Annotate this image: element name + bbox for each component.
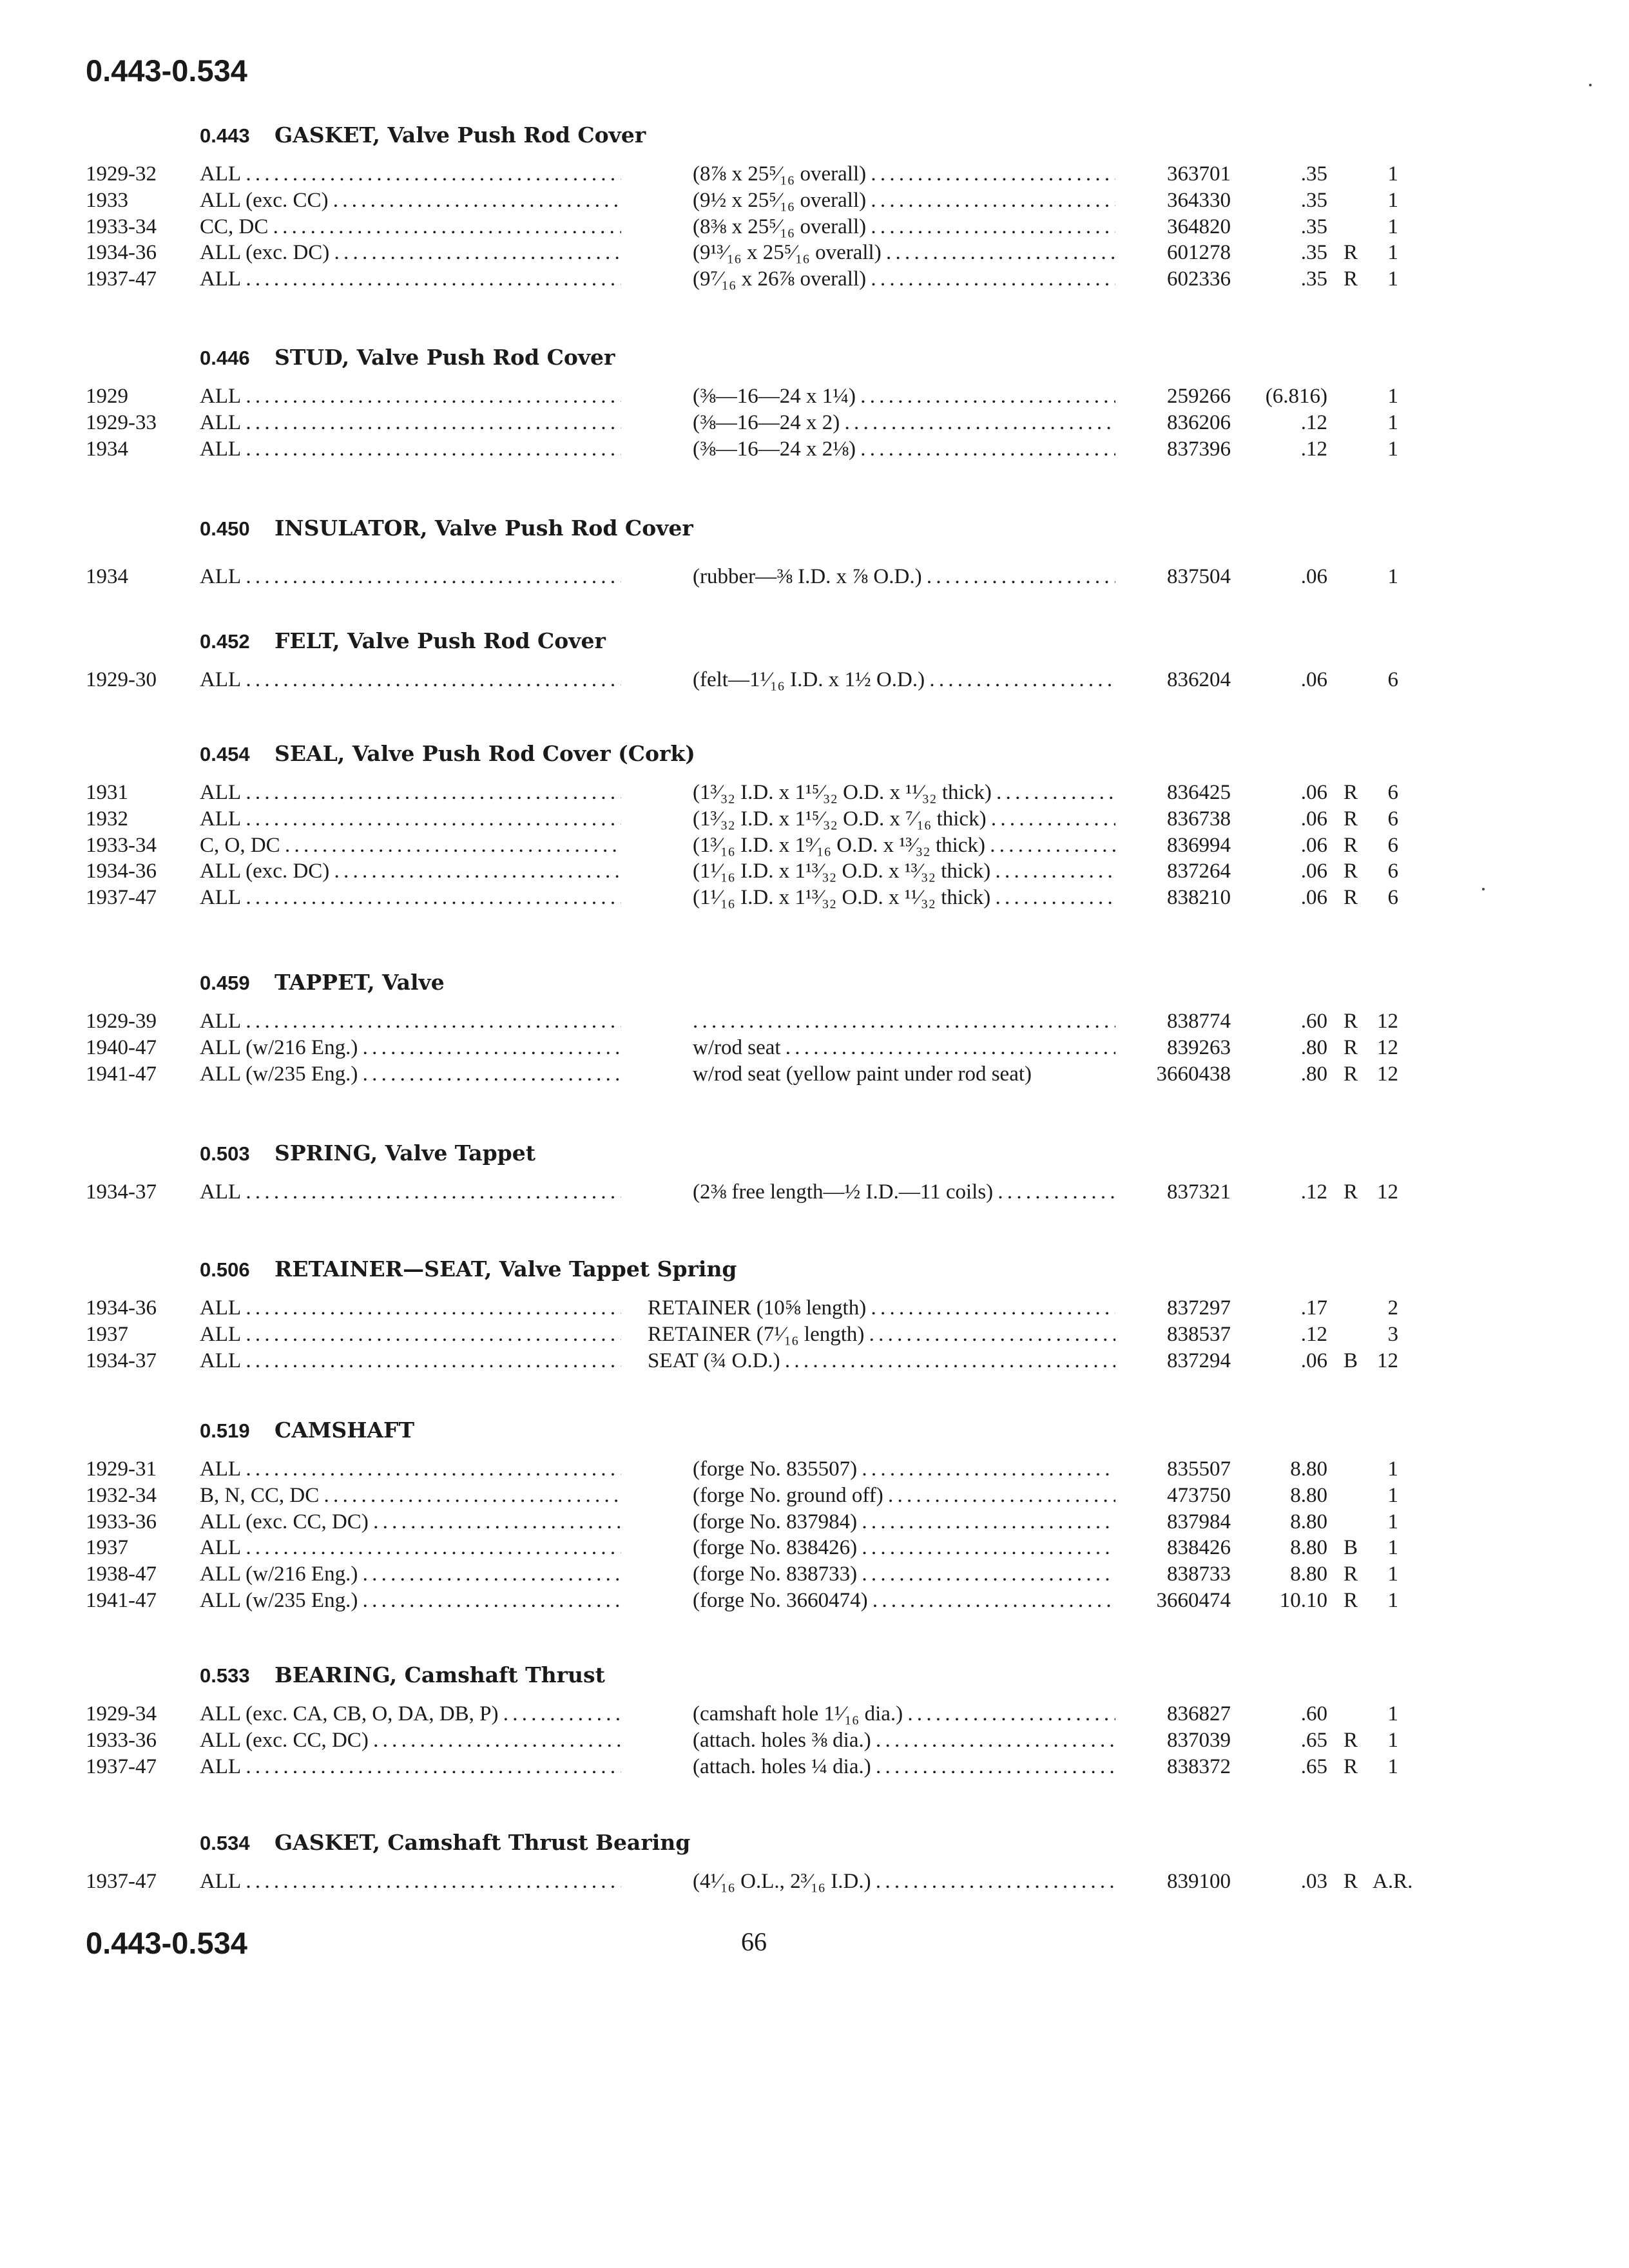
list-price: .12 <box>1300 1180 1327 1204</box>
price-flag: R <box>1344 781 1358 804</box>
part-number: 838774 <box>1167 1010 1231 1033</box>
price-flag: R <box>1344 886 1358 910</box>
section-code: 0.450 <box>200 517 250 540</box>
part-number: 838733 <box>1167 1562 1231 1586</box>
model-applicability: ALL (w/235 Eng.) . . . <box>200 1061 621 1088</box>
quantity: 12 <box>1377 1062 1398 1086</box>
part-description: (⅜—16—24 x 2⅛) . . . <box>693 436 1115 463</box>
model-applicability: CC, DC . . . <box>200 214 621 240</box>
year-range: 1938-47 <box>86 1562 157 1586</box>
part-description: (felt—1¹⁄₁₆ I.D. x 1½ O.D.) . . . <box>693 667 1115 693</box>
list-price: .35 <box>1300 188 1327 212</box>
list-price: (6.816) <box>1265 385 1327 408</box>
quantity: 1 <box>1387 1754 1398 1778</box>
quantity: 1 <box>1387 162 1398 186</box>
year-range: 1934-36 <box>86 1296 157 1320</box>
model-applicability: ALL . . . <box>200 1456 621 1483</box>
list-price: .65 <box>1300 1754 1327 1778</box>
part-number: 838426 <box>1167 1536 1231 1560</box>
section-name: FELT, Valve Push Rod Cover <box>275 628 606 653</box>
part-description: (⅜—16—24 x 2) . . . <box>693 410 1115 436</box>
section-name: STUD, Valve Push Rod Cover <box>275 345 615 370</box>
quantity: 1 <box>1387 565 1398 588</box>
part-description: RETAINER (7¹⁄₁₆ length) . . . <box>648 1321 1115 1348</box>
list-price: 8.80 <box>1290 1510 1327 1533</box>
quantity: 12 <box>1377 1010 1398 1033</box>
part-row <box>0 240 1629 266</box>
section-code: 0.534 <box>200 1832 250 1854</box>
year-range: 1932-34 <box>86 1483 157 1507</box>
page-range-footer: 0.443-0.534 <box>86 1926 247 1960</box>
year-range: 1937-47 <box>86 1754 157 1778</box>
part-number: 838210 <box>1167 886 1231 910</box>
quantity: 1 <box>1387 241 1398 265</box>
model-applicability: ALL (exc. CC, DC) . . . <box>200 1727 621 1754</box>
part-number: 836206 <box>1167 410 1231 434</box>
section-title <box>200 1418 414 1443</box>
list-price: .06 <box>1300 668 1327 691</box>
part-description: (attach. holes ¼ dia.) . . . <box>693 1754 1115 1780</box>
part-description: (forge No. 3660474) . . . <box>693 1588 1115 1614</box>
part-description: (9¹³⁄₁₆ x 25⁵⁄₁₆ overall) . . . <box>693 240 1115 266</box>
section-title <box>200 1662 605 1688</box>
list-price: .35 <box>1300 267 1327 291</box>
part-number: 837264 <box>1167 860 1231 883</box>
model-applicability: ALL . . . <box>200 1754 621 1780</box>
model-applicability: ALL (exc. CC) . . . <box>200 187 621 214</box>
list-price: .17 <box>1300 1296 1327 1320</box>
part-description: SEAT (¾ O.D.) . . . <box>648 1348 1115 1374</box>
part-row <box>0 780 1629 806</box>
part-row <box>0 1561 1629 1588</box>
part-description <box>693 1008 1115 1035</box>
part-row <box>0 436 1629 463</box>
part-number: 837039 <box>1167 1728 1231 1752</box>
model-applicability: ALL . . . <box>200 266 621 293</box>
part-number: 835507 <box>1167 1457 1231 1481</box>
year-range: 1931 <box>86 781 128 804</box>
quantity: 1 <box>1387 1562 1398 1586</box>
part-row <box>0 564 1629 590</box>
part-number: 839263 <box>1167 1035 1231 1059</box>
model-applicability: ALL . . . <box>200 1321 621 1348</box>
part-row <box>0 1035 1629 1061</box>
list-price: .12 <box>1300 410 1327 434</box>
section-title <box>200 122 646 148</box>
model-applicability: ALL (w/235 Eng.) . . . <box>200 1588 621 1614</box>
part-description: (1³⁄₃₂ I.D. x 1¹⁵⁄₃₂ O.D. x ¹¹⁄₃₂ thick) . . . <box>693 780 1115 806</box>
list-price: .06 <box>1300 565 1327 588</box>
section-title <box>200 970 445 995</box>
part-row <box>0 667 1629 693</box>
scan-speck <box>1589 84 1592 86</box>
part-row <box>0 1701 1629 1727</box>
part-row <box>0 1295 1629 1321</box>
quantity: 2 <box>1387 1296 1398 1320</box>
year-range: 1929-33 <box>86 410 157 434</box>
part-row <box>0 1456 1629 1483</box>
part-number: 836827 <box>1167 1702 1231 1725</box>
page-range-header: 0.443-0.534 <box>86 53 247 88</box>
part-description: (1³⁄₃₂ I.D. x 1¹⁵⁄₃₂ O.D. x ⁷⁄₁₆ thick) . . . <box>693 806 1115 832</box>
part-number: 837984 <box>1167 1510 1231 1533</box>
part-description: (1¹⁄₁₆ I.D. x 1¹³⁄₃₂ O.D. x ¹¹⁄₃₂ thick) . . . <box>693 885 1115 911</box>
part-description: (forge No. ground off) . . . <box>693 1483 1115 1509</box>
section-name: GASKET, Valve Push Rod Cover <box>275 122 646 148</box>
part-row <box>0 1869 1629 1895</box>
price-flag: R <box>1344 1010 1358 1033</box>
part-row <box>0 161 1629 187</box>
list-price: .06 <box>1300 1349 1327 1372</box>
year-range: 1929 <box>86 385 128 408</box>
quantity: 12 <box>1377 1180 1398 1204</box>
quantity: 1 <box>1387 1457 1398 1481</box>
price-flag: R <box>1344 833 1358 857</box>
year-range: 1933-36 <box>86 1510 157 1533</box>
year-range: 1929-32 <box>86 162 157 186</box>
section-name: SPRING, Valve Tappet <box>275 1140 535 1166</box>
part-row <box>0 1509 1629 1535</box>
part-number: 838372 <box>1167 1754 1231 1778</box>
quantity: 6 <box>1387 807 1398 831</box>
part-number: 837504 <box>1167 565 1231 588</box>
section-code: 0.452 <box>200 630 250 653</box>
model-applicability: ALL . . . <box>200 806 621 832</box>
part-number: 602336 <box>1167 267 1231 291</box>
list-price: .06 <box>1300 807 1327 831</box>
list-price: .06 <box>1300 886 1327 910</box>
part-row <box>0 187 1629 214</box>
model-applicability: ALL . . . <box>200 1008 621 1035</box>
section-title <box>200 741 695 767</box>
part-description: (forge No. 838426) . . . <box>693 1535 1115 1561</box>
part-row <box>0 1535 1629 1561</box>
year-range: 1934-36 <box>86 860 157 883</box>
part-description: (1¹⁄₁₆ I.D. x 1¹³⁄₃₂ O.D. x ¹³⁄₃₂ thick) . . . <box>693 858 1115 885</box>
part-description: (attach. holes ⅜ dia.) . . . <box>693 1727 1115 1754</box>
model-applicability: C, O, DC . . . <box>200 832 621 859</box>
model-applicability: ALL . . . <box>200 410 621 436</box>
quantity: A.R. <box>1373 1870 1413 1893</box>
year-range: 1932 <box>86 807 128 831</box>
year-range: 1929-31 <box>86 1457 157 1481</box>
price-flag: R <box>1344 807 1358 831</box>
quantity: 1 <box>1387 410 1398 434</box>
section-name: TAPPET, Valve <box>275 970 445 995</box>
price-flag: R <box>1344 1728 1358 1752</box>
section-title <box>200 515 693 541</box>
part-description: RETAINER (10⅝ length) . . . <box>648 1295 1115 1321</box>
quantity: 3 <box>1387 1322 1398 1346</box>
part-row <box>0 1754 1629 1780</box>
model-applicability: ALL . . . <box>200 1535 621 1561</box>
quantity: 6 <box>1387 886 1398 910</box>
quantity: 1 <box>1387 437 1398 461</box>
price-flag: R <box>1344 1870 1358 1893</box>
part-number: 363701 <box>1167 162 1231 186</box>
section-name: GASKET, Camshaft Thrust Bearing <box>275 1830 691 1855</box>
year-range: 1933-34 <box>86 833 157 857</box>
part-description: (rubber—⅜ I.D. x ⅞ O.D.) . . . <box>693 564 1115 590</box>
price-flag: R <box>1344 860 1358 883</box>
list-price: .35 <box>1300 215 1327 238</box>
part-number: 473750 <box>1167 1483 1231 1507</box>
part-row <box>0 1179 1629 1206</box>
quantity: 6 <box>1387 781 1398 804</box>
year-range: 1929-39 <box>86 1010 157 1033</box>
price-flag: R <box>1344 1754 1358 1778</box>
part-description: w/rod seat (yellow paint under rod seat) <box>693 1062 1032 1086</box>
year-range: 1937 <box>86 1536 128 1560</box>
model-applicability: ALL (exc. DC) . . . <box>200 240 621 266</box>
section-name: CAMSHAFT <box>275 1418 414 1443</box>
model-applicability: ALL . . . <box>200 667 621 693</box>
list-price: .35 <box>1300 241 1327 265</box>
part-number: 837294 <box>1167 1349 1231 1372</box>
price-flag: B <box>1344 1349 1358 1372</box>
model-applicability: ALL (w/216 Eng.) . . . <box>200 1561 621 1588</box>
part-number: 838537 <box>1167 1322 1231 1346</box>
part-number: 839100 <box>1167 1870 1231 1893</box>
quantity: 1 <box>1387 1510 1398 1533</box>
quantity: 1 <box>1387 1483 1398 1507</box>
list-price: 10.10 <box>1279 1589 1327 1612</box>
price-flag: R <box>1344 1062 1358 1086</box>
list-price: 8.80 <box>1290 1536 1327 1560</box>
part-row <box>0 1483 1629 1509</box>
part-description: (4¹⁄₁₆ O.L., 2³⁄₁₆ I.D.) . . . <box>693 1869 1115 1895</box>
part-row <box>0 1008 1629 1035</box>
list-price: .06 <box>1300 860 1327 883</box>
price-flag: R <box>1344 1562 1358 1586</box>
list-price: 8.80 <box>1290 1457 1327 1481</box>
year-range: 1934 <box>86 437 128 461</box>
list-price: .06 <box>1300 781 1327 804</box>
quantity: 1 <box>1387 1536 1398 1560</box>
part-description: (1³⁄₁₆ I.D. x 1⁹⁄₁₆ O.D. x ¹³⁄₃₂ thick) . . . <box>693 832 1115 859</box>
part-row <box>0 383 1629 410</box>
quantity: 12 <box>1377 1349 1398 1372</box>
quantity: 6 <box>1387 860 1398 883</box>
quantity: 1 <box>1387 1728 1398 1752</box>
list-price: .60 <box>1300 1702 1327 1725</box>
part-row <box>0 1727 1629 1754</box>
part-number: 836204 <box>1167 668 1231 691</box>
quantity: 1 <box>1387 267 1398 291</box>
part-description: (8⅜ x 25⁵⁄₁₆ overall) . . . <box>693 214 1115 240</box>
model-applicability: ALL (exc. DC) . . . <box>200 858 621 885</box>
section-code: 0.533 <box>200 1664 250 1687</box>
part-row <box>0 858 1629 885</box>
quantity: 1 <box>1387 1589 1398 1612</box>
price-flag: R <box>1344 1035 1358 1059</box>
list-price: .06 <box>1300 833 1327 857</box>
part-row <box>0 832 1629 859</box>
section-name: SEAL, Valve Push Rod Cover (Cork) <box>275 741 695 766</box>
model-applicability: ALL (w/216 Eng.) . . . <box>200 1035 621 1061</box>
model-applicability: B, N, CC, DC . . . <box>200 1483 621 1509</box>
list-price: .80 <box>1300 1035 1327 1059</box>
list-price: .35 <box>1300 162 1327 186</box>
part-row <box>0 1588 1629 1614</box>
part-row <box>0 410 1629 436</box>
list-price: 8.80 <box>1290 1483 1327 1507</box>
year-range: 1933-36 <box>86 1728 157 1752</box>
part-description: (forge No. 837984) . . . <box>693 1509 1115 1535</box>
quantity: 1 <box>1387 1702 1398 1725</box>
section-code: 0.503 <box>200 1142 250 1165</box>
quantity: 1 <box>1387 188 1398 212</box>
section-code: 0.459 <box>200 972 250 994</box>
year-range: 1934-37 <box>86 1349 157 1372</box>
part-number: 837297 <box>1167 1296 1231 1320</box>
section-title <box>200 628 606 654</box>
year-range: 1929-30 <box>86 668 157 691</box>
model-applicability: ALL . . . <box>200 1348 621 1374</box>
model-applicability: ALL . . . <box>200 436 621 463</box>
model-applicability: ALL . . . <box>200 780 621 806</box>
part-row <box>0 1061 1629 1088</box>
price-flag: R <box>1344 1180 1358 1204</box>
part-number: 837321 <box>1167 1180 1231 1204</box>
part-number: 3660474 <box>1156 1589 1231 1612</box>
part-row <box>0 266 1629 293</box>
model-applicability: ALL (exc. CC, DC) . . . <box>200 1509 621 1535</box>
part-description: (9⁷⁄₁₆ x 26⅞ overall) . . . <box>693 266 1115 293</box>
part-description: (forge No. 838733) . . . <box>693 1561 1115 1588</box>
year-range: 1934-36 <box>86 241 157 265</box>
year-range: 1929-34 <box>86 1702 157 1725</box>
list-price: .12 <box>1300 1322 1327 1346</box>
part-number: 364330 <box>1167 188 1231 212</box>
section-code: 0.443 <box>200 124 250 147</box>
part-number: 259266 <box>1167 385 1231 408</box>
part-description: (camshaft hole 1¹⁄₁₆ dia.) . . . <box>693 1701 1115 1727</box>
part-description: w/rod seat . . . <box>693 1035 1115 1061</box>
year-range: 1933 <box>86 188 128 212</box>
section-title <box>200 1140 535 1166</box>
list-price: .80 <box>1300 1062 1327 1086</box>
model-applicability: ALL (exc. CA, CB, O, DA, DB, P) . . . <box>200 1701 621 1727</box>
section-code: 0.519 <box>200 1419 250 1442</box>
quantity: 6 <box>1387 668 1398 691</box>
part-number: 3660438 <box>1156 1062 1231 1086</box>
quantity: 12 <box>1377 1035 1398 1059</box>
part-description: (9½ x 25⁵⁄₁₆ overall) . . . <box>693 187 1115 214</box>
model-applicability: ALL . . . <box>200 1295 621 1321</box>
part-number: 364820 <box>1167 215 1231 238</box>
part-description: (2⅜ free length—½ I.D.—11 coils) . . . <box>693 1179 1115 1206</box>
year-range: 1941-47 <box>86 1589 157 1612</box>
part-description: (⅜—16—24 x 1¼) . . . <box>693 383 1115 410</box>
quantity: 6 <box>1387 833 1398 857</box>
section-title <box>200 1830 690 1856</box>
part-description: (forge No. 835507) . . . <box>693 1456 1115 1483</box>
model-applicability: ALL . . . <box>200 383 621 410</box>
section-name: BEARING, Camshaft Thrust <box>275 1662 605 1687</box>
part-number: 601278 <box>1167 241 1231 265</box>
list-price: .60 <box>1300 1010 1327 1033</box>
list-price: .65 <box>1300 1728 1327 1752</box>
list-price: .03 <box>1300 1870 1327 1893</box>
year-range: 1937-47 <box>86 886 157 910</box>
year-range: 1937-47 <box>86 1870 157 1893</box>
part-row <box>0 1321 1629 1348</box>
section-name: INSULATOR, Valve Push Rod Cover <box>275 515 693 541</box>
section-name: RETAINER—SEAT, Valve Tappet Spring <box>275 1256 737 1282</box>
price-flag: B <box>1344 1536 1358 1560</box>
year-range: 1937 <box>86 1322 128 1346</box>
year-range: 1940-47 <box>86 1035 157 1059</box>
part-row <box>0 214 1629 240</box>
model-applicability: ALL . . . <box>200 1869 621 1895</box>
part-number: 836425 <box>1167 781 1231 804</box>
part-row <box>0 885 1629 911</box>
year-range: 1934 <box>86 565 128 588</box>
list-price: .12 <box>1300 437 1327 461</box>
model-applicability: ALL . . . <box>200 885 621 911</box>
part-number: 836994 <box>1167 833 1231 857</box>
price-flag: R <box>1344 267 1358 291</box>
model-applicability: ALL . . . <box>200 161 621 187</box>
list-price: 8.80 <box>1290 1562 1327 1586</box>
page-number: 66 <box>741 1927 767 1956</box>
year-range: 1937-47 <box>86 267 157 291</box>
year-range: 1933-34 <box>86 215 157 238</box>
part-number: 837396 <box>1167 437 1231 461</box>
price-flag: R <box>1344 1589 1358 1612</box>
year-range: 1934-37 <box>86 1180 157 1204</box>
price-flag: R <box>1344 241 1358 265</box>
section-title <box>200 1256 737 1282</box>
section-code: 0.446 <box>200 347 250 369</box>
section-title <box>200 345 615 370</box>
part-row <box>0 806 1629 832</box>
model-applicability: ALL . . . <box>200 564 621 590</box>
year-range: 1941-47 <box>86 1062 157 1086</box>
quantity: 1 <box>1387 215 1398 238</box>
part-number: 836738 <box>1167 807 1231 831</box>
section-code: 0.506 <box>200 1258 250 1281</box>
part-row <box>0 1348 1629 1374</box>
quantity: 1 <box>1387 385 1398 408</box>
model-applicability: ALL . . . <box>200 1179 621 1206</box>
section-code: 0.454 <box>200 743 250 765</box>
part-description: (8⅞ x 25⁵⁄₁₆ overall) . . . <box>693 161 1115 187</box>
